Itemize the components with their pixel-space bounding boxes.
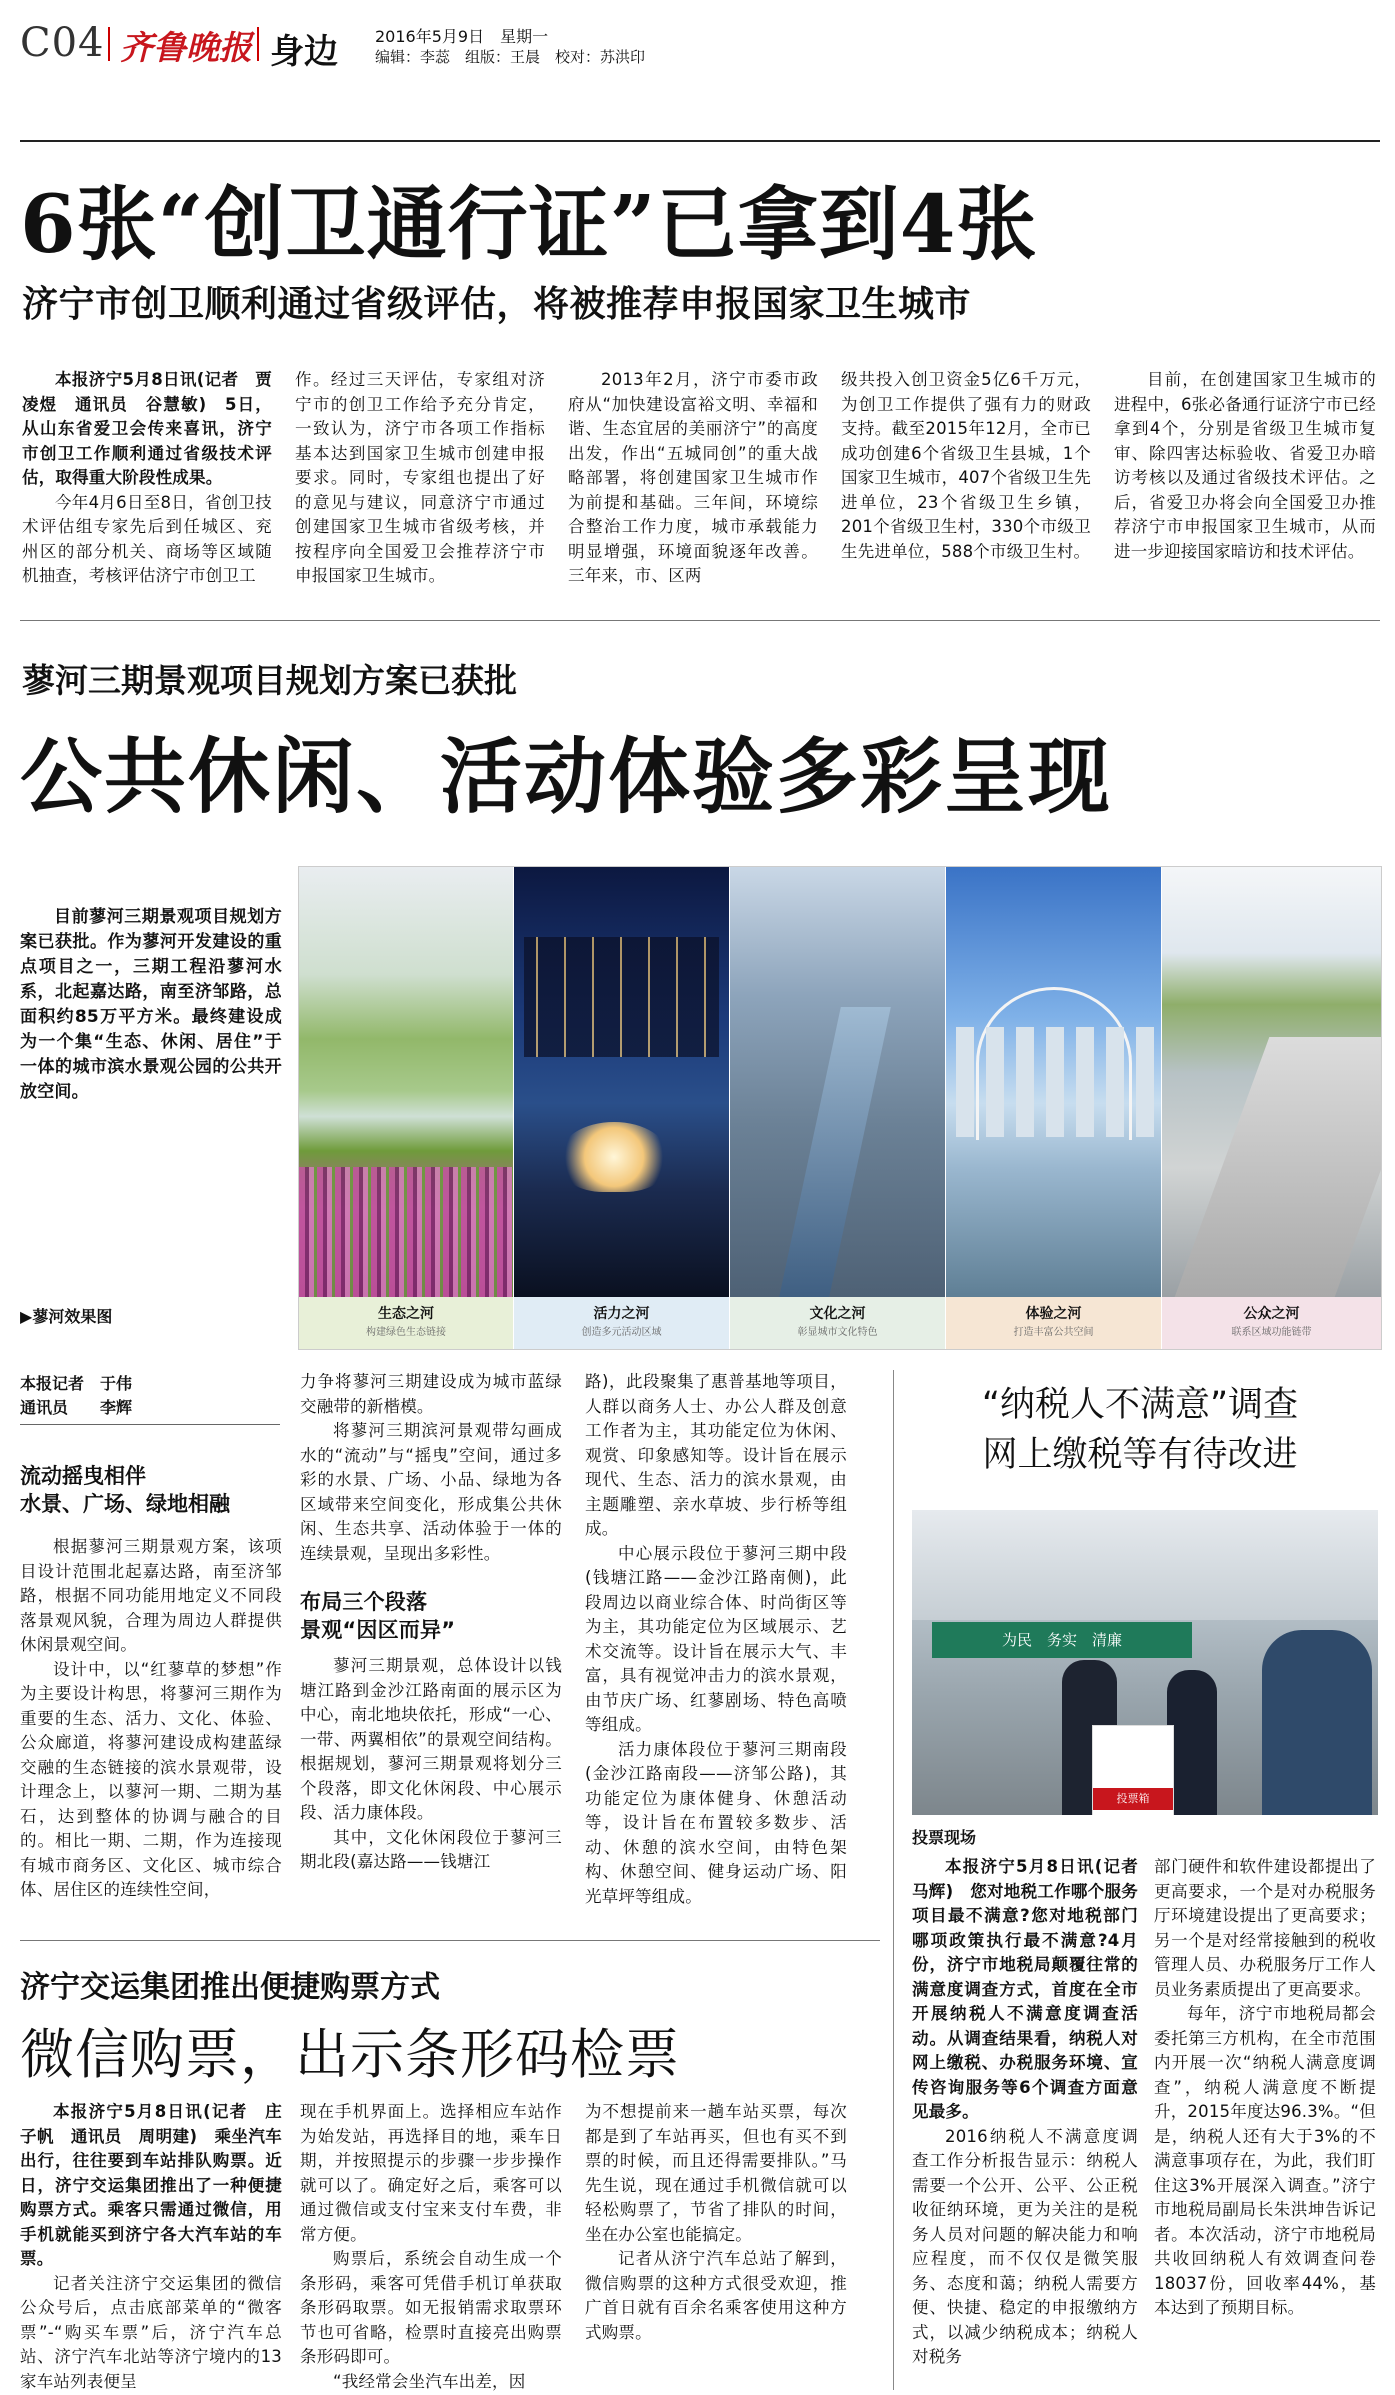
masthead-rule [20, 140, 1380, 142]
paragraph: 本报济宁5月8日讯(记者 马辉) 您对地税工作哪个服务项目最不满意?您对地税部门哪项政策执行最不满意?4月份，济宁市地税局颠覆往常的满意度调查方式，首度在全市开展纳税人不满意度调查活动。从调查结果看，纳税人对网上缴税、办税服务环境、宣传咨询服务等6个调查方面意见最多。 [912, 1857, 1155, 2121]
panel-subtitle: 联系区域功能链带 [1231, 1327, 1312, 1338]
panel-culture-image [730, 867, 945, 1297]
subheadline-creative-health: 济宁市创卫顺利通过省级评估，将被推荐申报国家卫生城市 [22, 284, 972, 325]
panel-caption-ecology [299, 1297, 513, 1349]
tax-voting-photo [912, 1510, 1378, 1815]
river-channel [779, 1007, 891, 1297]
panel-title: 公众之河 [1243, 1306, 1300, 1322]
masthead-divider [108, 27, 110, 61]
story2-byline [20, 1372, 132, 1420]
paragraph: 本报济宁5月8日讯(记者 贾凌煜 通讯员 谷慧敏) 5日，从山东省爱卫会传来喜讯，济宁市创卫工作顺利通过省级技术评估，取得重大阶段性成果。 [22, 370, 272, 487]
story3-colA [912, 1855, 1155, 2370]
panel-ecology-image [299, 867, 513, 1297]
story1-col2 [295, 368, 545, 589]
story2-colA [20, 1535, 282, 1903]
story2-colB [300, 1370, 562, 1875]
paragraph: 为不想提前来一趟车站买票，每次都是到了车站再买，但也有买不到票的时候，而且还得需要排队。”马先生说，现在通过手机微信就可以轻松购票了，节省了排队的时间，坐在办公室也能搞定。 [585, 2102, 847, 2244]
paragraph: 蓼河三期景观，总体设计以钱塘江路到金沙江路南面的展示区为中心，南北地块依托，形成“一心、一带、两翼相依”的景观空间结构。根据规划，蓼河三期景观将划分三个段落，即文化休闲段、中心展示段、活力康体段。 [300, 1656, 562, 1822]
paragraph: 根据蓼河三期景观方案，该项目设计范围北起嘉达路，南至济邹路，根据不同功能用地定义不同段落景观风貌，合理为周边人群提供休闲景观空间。 [20, 1537, 282, 1654]
paragraph: 2013年2月，济宁市委市政府从“加快建设富裕文明、幸福和谐、生态宜居的美丽济宁”的高度出发，作出“五城同创”的重大战略部署，将创建国家卫生城市作为前提和基础。三年间，环境综合整治工作力度，城市承载能力明显增强，环境面貌逐年改善。三年来，市、区两 [568, 370, 818, 585]
subhead-layout [300, 1588, 562, 1644]
panel-caption-public [1162, 1297, 1381, 1349]
office-wall [912, 1510, 1378, 1620]
story1-col5 [1114, 368, 1376, 564]
kicker-liaohe: 蓼河三期景观项目规划方案已获批 [22, 661, 517, 700]
paragraph: 将蓼河三期滨河景观带勾画成水的“流动”与“摇曳”空间，通过多彩的水景、广场、小品、绿地为各区域带来空间变化，形成集公共休闲、生态共享、活动体验于一体的连续景观，呈现出多彩性。 [300, 1421, 562, 1563]
paragraph: 本报济宁5月8日讯(记者 庄子帆 通讯员 周明建) 乘坐汽车出行，往往要到车站排队购票。近日，济宁交运集团推出了一种便捷购票方式。乘客只需通过微信，用手机就能买到济宁各大汽车站的车票。 [20, 2102, 282, 2268]
panel-experience-image [946, 867, 1161, 1297]
photo-caption-tax: 投票现场 [912, 1828, 977, 1847]
paragraph: 中心展示段位于蓼河三期中段(钱塘江路——金沙江路南侧)，此段周边以商业综合体、时尚街区等为主，其功能定位为区域展示、艺术交流等。设计旨在展示大气、丰富，具有视觉冲击力的滨水景观，由节庆广场、红蓼剧场、特色高喷等组成。 [585, 1543, 847, 1734]
subhead-flow [20, 1462, 230, 1518]
story1-col3 [568, 368, 818, 589]
date: 2016年5月9日 [375, 27, 485, 46]
paragraph: 今年4月6日至8日，省创卫技术评估组专家先后到任城区、兖州区的部分机关、商场等区域随机抽查，考核评估济宁市创卫工 [22, 492, 272, 585]
headline-ticket: 微信购票，出示条形码检票 [20, 2023, 680, 2086]
panel-vitality-image [514, 867, 729, 1297]
panel-caption-vitality [514, 1297, 729, 1349]
towers [956, 1027, 1156, 1137]
story2-colC [585, 1370, 847, 1909]
story4-col1 [20, 2100, 282, 2394]
person-right [1262, 1630, 1372, 1815]
photo-caption-liaohe [20, 1304, 112, 1327]
editor-credits: 编辑：李蕊 组版：王晨 校对：苏洪印 [375, 48, 646, 66]
panel-caption-culture [730, 1297, 945, 1349]
lit-pavilion [559, 1122, 669, 1192]
paragraph: 力争将蓼河三期建设成为城市蓝绿交融带的新楷模。 [300, 1372, 562, 1416]
masthead-divider [257, 27, 259, 61]
panel-public-image [1162, 867, 1381, 1297]
paragraph: 部门硬件和软件建设都提出了更高要求，一个是对办税服务厅环境建设提出了更高要求；另一个是对经常接触到的税收管理人员、办税服务厅工作人员业务素质提出了更高要求。 [1154, 1857, 1376, 1999]
panel-subtitle: 构建绿色生态链接 [366, 1327, 446, 1338]
paragraph: 现在手机界面上。选择相应车站作为始发站，再选择目的地，乘车日期，并按照提示的步骤一步步操作就可以了。确定好之后，乘客可以通过微信或支付宝来支付车费，非常方便。 [300, 2102, 562, 2244]
person-middle [1167, 1670, 1217, 1815]
page-number: C04 [20, 20, 105, 66]
story3-colB [1154, 1855, 1376, 2321]
ballot-box [1092, 1725, 1174, 1815]
panel-title: 体验之河 [1025, 1306, 1082, 1322]
promenade-path [1175, 1037, 1381, 1297]
paragraph: 目前蓼河三期景观项目规划方案已获批。作为蓼河开发建设的重点项目之一，三期工程沿蓼河水系，北起嘉达路，南至济邹路，总面积约85万平方米。最终建设成为一个集“生态、休闲、居住”于一体的城市滨水景观公园的公共开放空间。 [20, 907, 282, 1102]
paragraph: 记者关注济宁交运集团的微信公众号后，点击底部菜单的“微客票”-“购买车票”后，济宁汽车总站、济宁汽车北站等济宁境内的13家车站列表便呈 [20, 2273, 282, 2391]
story4-col2 [300, 2100, 562, 2394]
section-rule [20, 1940, 880, 1941]
paragraph: 活力康体段位于蓼河三期南段(金沙江路南段——济邹公路)，其功能定位为康体健身、休憩活动等，设计旨在布置较多数步、活动、休憩的滨水空间，由特色架构、休憩空间、健身运动广场、阳光草坪等组成。 [585, 1739, 847, 1906]
subhead-line: 布局三个段落 [300, 1590, 428, 1614]
headline-creative-health: 6张“创卫通行证”已拿到4张 [20, 177, 1038, 271]
paragraph: 2016纳税人不满意度调查工作分析报告显示：纳税人需要一个公开、公平、公正税收征纳环境，更为关注的是税务人员对问题的解决能力和响应程度，而不仅仅是微笑服务、态度和蔼；纳税人需要方便、快捷、稳定的申报缴纳方式，以减少纳税成本；纳税人对税务 [912, 2126, 1138, 2366]
banner-sign [932, 1622, 1192, 1658]
paragraph: 级共投入创卫资金5亿6千万元，为创卫工作提供了强有力的财政支持。截至2015年12月，全市已成功创建6个省级卫生县城，1个国家卫生城市，407个省级卫生先进单位，23个省级卫生乡镇，201个省级卫生村，330个市级卫生先进单位，588个市级卫生村。 [841, 370, 1091, 561]
panel-subtitle: 打造丰富公共空间 [1013, 1327, 1094, 1338]
section-rule [20, 620, 1380, 621]
caption-arrow-icon: ▶ [20, 1307, 33, 1326]
subhead-line: 流动摇曳相伴 [20, 1464, 146, 1488]
paragraph: 路)，此段聚集了惠普基地等项目，人群以商务人士、办公人群及创意工作者为主，其功能定位为休闲、观赏、印象感知等。设计旨在展示现代、生态、活力的滨水景观，由主题雕塑、亲水草坡、步行桥等组成。 [585, 1372, 847, 1538]
panel-title: 文化之河 [809, 1306, 866, 1322]
headline-line: 网上缴税等有待改进 [982, 1435, 1298, 1475]
panel-title: 生态之河 [378, 1306, 434, 1322]
panel-subtitle: 彰显城市文化特色 [797, 1327, 878, 1338]
kicker-ticket: 济宁交运集团推出便捷购票方式 [20, 1970, 440, 2005]
byline-reporter: 本报记者 于伟 [20, 1374, 133, 1393]
city-skyline [524, 937, 719, 1057]
story1-col4 [841, 368, 1091, 564]
column-divider [893, 1370, 894, 2390]
caption-text: 蓼河效果图 [32, 1307, 113, 1326]
ballot-label: 投票箱 [1093, 1788, 1173, 1810]
section-name: 身边 [270, 32, 338, 72]
paragraph: 目前，在创建国家卫生城市的进程中，6张必备通行证济宁市已经拿到4个，分别是省级卫生城市复审、除四害达标验收、省爱卫办暗访考核以及通过省级技术评估。之后，省爱卫办将会向全国爱卫办推荐济宁市申报国家卫生城市，从而进一步迎接国家暗访和技术评估。 [1114, 370, 1376, 561]
headline-line: “纳税人不满意”调查 [981, 1385, 1299, 1425]
subhead-line: 景观“因区而异” [300, 1618, 456, 1642]
headline-tax [905, 1380, 1375, 1480]
panel-subtitle: 创造多元活动区域 [581, 1327, 662, 1338]
story1-col1 [22, 368, 272, 589]
byline-rule [20, 1424, 280, 1425]
paragraph: 记者从济宁汽车总站了解到，微信购票的这种方式很受欢迎，推广首日就有百余名乘客使用这种方式购票。 [585, 2249, 847, 2342]
story4-col3 [585, 2100, 847, 2345]
paragraph: 购票后，系统会自动生成一个条形码，乘客可凭借手机订单获取条形码取票。如无报销需求取票环节也可省略，检票时直接亮出购票条形码即可。 [300, 2249, 562, 2366]
panel-title: 活力之河 [593, 1306, 650, 1322]
story2-lead [20, 905, 282, 1105]
panel-caption-experience [946, 1297, 1161, 1349]
paragraph: “我经常会坐汽车出差，因 [333, 2371, 526, 2391]
paragraph: 设计中，以“红蓼草的梦想”作为主要设计构思，将蓼河三期作为重要的生态、活力、文化、体验、公众廊道，将蓼河建设成构建蓝绿交融的生态链接的滨水景观带，设计理念上，以蓼河一期、二期为基石，达到整体的协调与融合的目的。相比一期、二期，作为连接现有城市商务区、文化区、城市综合体、居住区的连续性空间， [20, 1659, 282, 1899]
headline-liaohe: 公共休闲、活动体验多彩呈现 [20, 729, 1113, 825]
banner-text: 为民 务实 清廉 [1001, 1631, 1122, 1649]
liaohe-rendering-photo [298, 866, 1382, 1350]
weekday: 星期一 [500, 27, 549, 46]
flower-field [299, 1167, 513, 1297]
subhead-line: 水景、广场、绿地相融 [20, 1492, 230, 1516]
byline-correspondent: 通讯员 李辉 [20, 1398, 133, 1417]
paper-logo: 齐鲁晚报 [120, 28, 252, 67]
paragraph: 作。经过三天评估，专家组对济宁市的创卫工作给予充分肯定，一致认为，济宁市各项工作指标基本达到国家卫生城市创建申报要求。同时，专家组也提出了好的意见与建议，同意济宁市通过创建国家卫生城市省级考核，并按程序向全国爱卫会推荐济宁市申报国家卫生城市。 [295, 370, 545, 585]
issue-date [375, 24, 548, 47]
paragraph: 每年，济宁市地税局都会委托第三方机构，在全市范围内开展一次“纳税人满意度调查”，纳税人满意度不断提升，2015年度达96.3%。“但是，纳税人还有大于3%的不满意事项存在，为此，我们盯住这3%开展深入调查。”济宁市地税局副局长朱洪坤告诉记者。本次活动，济宁市地税局共收回纳税人有效调查问卷18037份，回收率44%，基本达到了预期目标。 [1154, 2004, 1376, 2317]
paragraph: 其中，文化休闲段位于蓼河三期北段(嘉达路——钱塘江 [300, 1827, 562, 1871]
